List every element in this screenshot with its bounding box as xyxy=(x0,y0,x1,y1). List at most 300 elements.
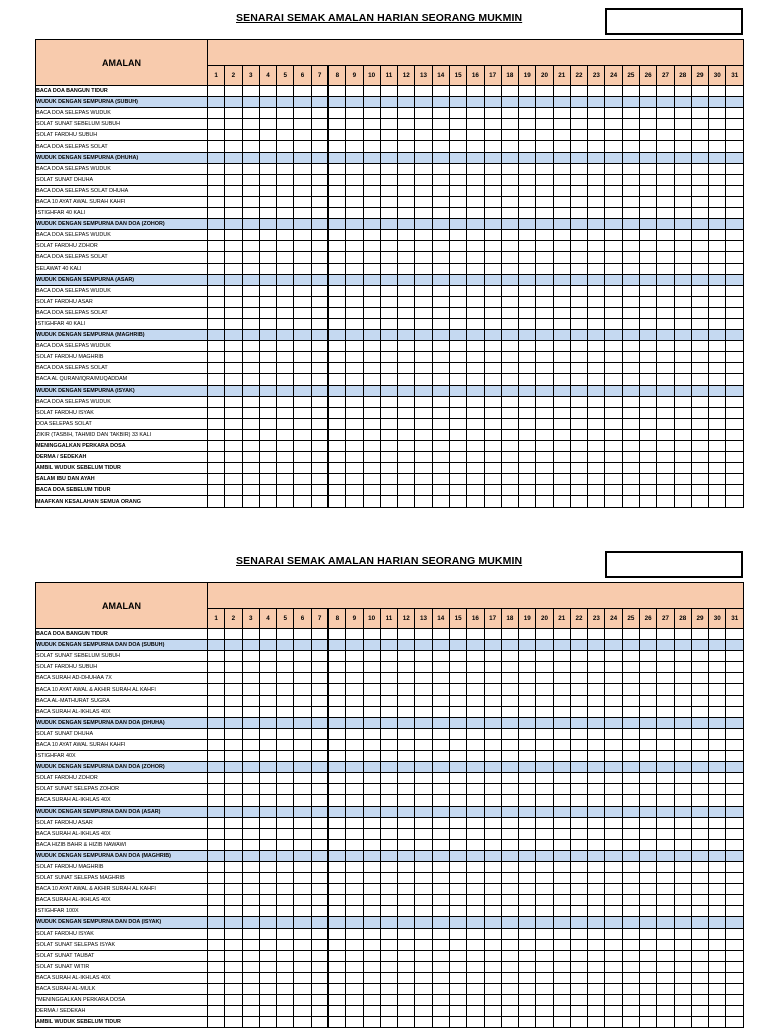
check-cell[interactable] xyxy=(605,884,622,895)
check-cell[interactable] xyxy=(346,895,363,906)
check-cell[interactable] xyxy=(484,307,501,318)
check-cell[interactable] xyxy=(259,141,276,152)
check-cell[interactable] xyxy=(398,108,415,119)
check-cell[interactable] xyxy=(674,861,691,872)
check-cell[interactable] xyxy=(588,274,605,285)
check-cell[interactable] xyxy=(346,917,363,928)
check-cell[interactable] xyxy=(294,452,311,463)
check-cell[interactable] xyxy=(415,285,432,296)
check-cell[interactable] xyxy=(674,684,691,695)
check-cell[interactable] xyxy=(208,961,225,972)
check-cell[interactable] xyxy=(398,673,415,684)
check-cell[interactable] xyxy=(346,817,363,828)
check-cell[interactable] xyxy=(467,995,484,1006)
check-cell[interactable] xyxy=(570,884,587,895)
check-cell[interactable] xyxy=(605,895,622,906)
check-cell[interactable] xyxy=(553,307,570,318)
check-cell[interactable] xyxy=(363,728,380,739)
check-cell[interactable] xyxy=(691,174,708,185)
check-cell[interactable] xyxy=(415,928,432,939)
check-cell[interactable] xyxy=(674,839,691,850)
check-cell[interactable] xyxy=(363,174,380,185)
check-cell[interactable] xyxy=(605,341,622,352)
check-cell[interactable] xyxy=(380,629,397,640)
check-cell[interactable] xyxy=(657,984,674,995)
check-cell[interactable] xyxy=(467,274,484,285)
check-cell[interactable] xyxy=(640,850,657,861)
check-cell[interactable] xyxy=(208,673,225,684)
check-cell[interactable] xyxy=(294,130,311,141)
check-cell[interactable] xyxy=(467,230,484,241)
check-cell[interactable] xyxy=(277,995,294,1006)
check-cell[interactable] xyxy=(225,463,242,474)
check-cell[interactable] xyxy=(674,363,691,374)
check-cell[interactable] xyxy=(484,850,501,861)
check-cell[interactable] xyxy=(328,662,345,673)
check-cell[interactable] xyxy=(570,906,587,917)
check-cell[interactable] xyxy=(380,330,397,341)
check-cell[interactable] xyxy=(449,119,466,130)
check-cell[interactable] xyxy=(449,972,466,983)
check-cell[interactable] xyxy=(432,839,449,850)
check-cell[interactable] xyxy=(311,385,328,396)
check-cell[interactable] xyxy=(519,773,536,784)
check-cell[interactable] xyxy=(588,850,605,861)
check-cell[interactable] xyxy=(363,662,380,673)
check-cell[interactable] xyxy=(259,1017,276,1028)
check-cell[interactable] xyxy=(588,474,605,485)
check-cell[interactable] xyxy=(449,984,466,995)
check-cell[interactable] xyxy=(311,662,328,673)
check-cell[interactable] xyxy=(709,196,726,207)
check-cell[interactable] xyxy=(691,330,708,341)
check-cell[interactable] xyxy=(415,352,432,363)
check-cell[interactable] xyxy=(553,385,570,396)
check-cell[interactable] xyxy=(277,307,294,318)
check-cell[interactable] xyxy=(363,873,380,884)
check-cell[interactable] xyxy=(726,496,744,507)
check-cell[interactable] xyxy=(553,396,570,407)
check-cell[interactable] xyxy=(726,695,744,706)
check-cell[interactable] xyxy=(709,972,726,983)
check-cell[interactable] xyxy=(467,196,484,207)
check-cell[interactable] xyxy=(432,850,449,861)
check-cell[interactable] xyxy=(657,130,674,141)
check-cell[interactable] xyxy=(328,141,345,152)
check-cell[interactable] xyxy=(519,806,536,817)
check-cell[interactable] xyxy=(208,662,225,673)
check-cell[interactable] xyxy=(363,341,380,352)
check-cell[interactable] xyxy=(259,196,276,207)
check-cell[interactable] xyxy=(484,474,501,485)
check-cell[interactable] xyxy=(484,1017,501,1028)
check-cell[interactable] xyxy=(346,263,363,274)
check-cell[interactable] xyxy=(657,285,674,296)
check-cell[interactable] xyxy=(726,662,744,673)
check-cell[interactable] xyxy=(726,163,744,174)
check-cell[interactable] xyxy=(570,1006,587,1017)
check-cell[interactable] xyxy=(242,706,259,717)
check-cell[interactable] xyxy=(363,163,380,174)
check-cell[interactable] xyxy=(363,108,380,119)
check-cell[interactable] xyxy=(242,728,259,739)
check-cell[interactable] xyxy=(674,274,691,285)
check-cell[interactable] xyxy=(225,219,242,230)
check-cell[interactable] xyxy=(259,463,276,474)
check-cell[interactable] xyxy=(449,219,466,230)
check-cell[interactable] xyxy=(311,241,328,252)
check-cell[interactable] xyxy=(311,230,328,241)
check-cell[interactable] xyxy=(640,418,657,429)
check-cell[interactable] xyxy=(674,108,691,119)
check-cell[interactable] xyxy=(415,817,432,828)
check-cell[interactable] xyxy=(432,751,449,762)
check-cell[interactable] xyxy=(501,950,518,961)
check-cell[interactable] xyxy=(415,152,432,163)
check-cell[interactable] xyxy=(536,185,553,196)
check-cell[interactable] xyxy=(553,141,570,152)
check-cell[interactable] xyxy=(380,873,397,884)
check-cell[interactable] xyxy=(225,385,242,396)
check-cell[interactable] xyxy=(622,850,639,861)
check-cell[interactable] xyxy=(605,695,622,706)
check-cell[interactable] xyxy=(259,285,276,296)
check-cell[interactable] xyxy=(346,352,363,363)
check-cell[interactable] xyxy=(225,961,242,972)
check-cell[interactable] xyxy=(640,196,657,207)
check-cell[interactable] xyxy=(709,396,726,407)
check-cell[interactable] xyxy=(467,784,484,795)
check-cell[interactable] xyxy=(570,640,587,651)
check-cell[interactable] xyxy=(726,950,744,961)
check-cell[interactable] xyxy=(311,895,328,906)
check-cell[interactable] xyxy=(208,152,225,163)
check-cell[interactable] xyxy=(640,108,657,119)
check-cell[interactable] xyxy=(605,318,622,329)
check-cell[interactable] xyxy=(691,828,708,839)
check-cell[interactable] xyxy=(242,895,259,906)
check-cell[interactable] xyxy=(553,219,570,230)
check-cell[interactable] xyxy=(622,119,639,130)
check-cell[interactable] xyxy=(449,174,466,185)
check-cell[interactable] xyxy=(484,895,501,906)
check-cell[interactable] xyxy=(432,984,449,995)
check-cell[interactable] xyxy=(536,895,553,906)
check-cell[interactable] xyxy=(536,950,553,961)
check-cell[interactable] xyxy=(519,307,536,318)
check-cell[interactable] xyxy=(363,474,380,485)
check-cell[interactable] xyxy=(208,995,225,1006)
check-cell[interactable] xyxy=(398,895,415,906)
check-cell[interactable] xyxy=(640,330,657,341)
check-cell[interactable] xyxy=(415,474,432,485)
check-cell[interactable] xyxy=(519,341,536,352)
check-cell[interactable] xyxy=(277,141,294,152)
check-cell[interactable] xyxy=(208,795,225,806)
check-cell[interactable] xyxy=(259,130,276,141)
check-cell[interactable] xyxy=(294,418,311,429)
check-cell[interactable] xyxy=(501,995,518,1006)
check-cell[interactable] xyxy=(363,884,380,895)
check-cell[interactable] xyxy=(605,185,622,196)
check-cell[interactable] xyxy=(484,330,501,341)
check-cell[interactable] xyxy=(398,817,415,828)
check-cell[interactable] xyxy=(519,850,536,861)
check-cell[interactable] xyxy=(640,152,657,163)
check-cell[interactable] xyxy=(467,485,484,496)
check-cell[interactable] xyxy=(415,196,432,207)
check-cell[interactable] xyxy=(208,463,225,474)
check-cell[interactable] xyxy=(277,396,294,407)
check-cell[interactable] xyxy=(328,950,345,961)
check-cell[interactable] xyxy=(726,839,744,850)
check-cell[interactable] xyxy=(277,895,294,906)
check-cell[interactable] xyxy=(622,861,639,872)
check-cell[interactable] xyxy=(208,341,225,352)
check-cell[interactable] xyxy=(398,629,415,640)
check-cell[interactable] xyxy=(657,895,674,906)
check-cell[interactable] xyxy=(208,307,225,318)
check-cell[interactable] xyxy=(208,119,225,130)
check-cell[interactable] xyxy=(259,972,276,983)
check-cell[interactable] xyxy=(726,917,744,928)
check-cell[interactable] xyxy=(294,119,311,130)
check-cell[interactable] xyxy=(311,1006,328,1017)
check-cell[interactable] xyxy=(415,773,432,784)
check-cell[interactable] xyxy=(294,728,311,739)
check-cell[interactable] xyxy=(674,496,691,507)
check-cell[interactable] xyxy=(277,884,294,895)
check-cell[interactable] xyxy=(588,374,605,385)
check-cell[interactable] xyxy=(501,163,518,174)
check-cell[interactable] xyxy=(605,141,622,152)
check-cell[interactable] xyxy=(622,961,639,972)
check-cell[interactable] xyxy=(484,884,501,895)
check-cell[interactable] xyxy=(674,352,691,363)
check-cell[interactable] xyxy=(467,861,484,872)
check-cell[interactable] xyxy=(501,296,518,307)
check-cell[interactable] xyxy=(536,285,553,296)
check-cell[interactable] xyxy=(519,318,536,329)
check-cell[interactable] xyxy=(640,629,657,640)
check-cell[interactable] xyxy=(467,152,484,163)
check-cell[interactable] xyxy=(380,341,397,352)
check-cell[interactable] xyxy=(622,341,639,352)
check-cell[interactable] xyxy=(242,939,259,950)
check-cell[interactable] xyxy=(449,463,466,474)
check-cell[interactable] xyxy=(225,141,242,152)
check-cell[interactable] xyxy=(657,274,674,285)
check-cell[interactable] xyxy=(242,651,259,662)
check-cell[interactable] xyxy=(449,307,466,318)
check-cell[interactable] xyxy=(432,274,449,285)
check-cell[interactable] xyxy=(709,163,726,174)
check-cell[interactable] xyxy=(484,684,501,695)
check-cell[interactable] xyxy=(726,463,744,474)
check-cell[interactable] xyxy=(709,995,726,1006)
check-cell[interactable] xyxy=(501,108,518,119)
check-cell[interactable] xyxy=(432,429,449,440)
check-cell[interactable] xyxy=(519,1017,536,1028)
check-cell[interactable] xyxy=(346,806,363,817)
check-cell[interactable] xyxy=(432,152,449,163)
check-cell[interactable] xyxy=(208,263,225,274)
check-cell[interactable] xyxy=(225,241,242,252)
check-cell[interactable] xyxy=(726,762,744,773)
check-cell[interactable] xyxy=(657,363,674,374)
check-cell[interactable] xyxy=(691,839,708,850)
check-cell[interactable] xyxy=(449,950,466,961)
check-cell[interactable] xyxy=(726,185,744,196)
check-cell[interactable] xyxy=(363,906,380,917)
check-cell[interactable] xyxy=(225,972,242,983)
check-cell[interactable] xyxy=(622,252,639,263)
check-cell[interactable] xyxy=(640,795,657,806)
check-cell[interactable] xyxy=(225,252,242,263)
check-cell[interactable] xyxy=(259,474,276,485)
check-cell[interactable] xyxy=(208,817,225,828)
check-cell[interactable] xyxy=(259,684,276,695)
check-cell[interactable] xyxy=(640,806,657,817)
check-cell[interactable] xyxy=(640,728,657,739)
check-cell[interactable] xyxy=(363,850,380,861)
check-cell[interactable] xyxy=(294,174,311,185)
check-cell[interactable] xyxy=(605,352,622,363)
check-cell[interactable] xyxy=(519,296,536,307)
check-cell[interactable] xyxy=(691,995,708,1006)
check-cell[interactable] xyxy=(657,972,674,983)
check-cell[interactable] xyxy=(311,452,328,463)
check-cell[interactable] xyxy=(380,463,397,474)
check-cell[interactable] xyxy=(380,839,397,850)
check-cell[interactable] xyxy=(622,673,639,684)
check-cell[interactable] xyxy=(622,739,639,750)
check-cell[interactable] xyxy=(363,751,380,762)
check-cell[interactable] xyxy=(449,928,466,939)
check-cell[interactable] xyxy=(691,717,708,728)
check-cell[interactable] xyxy=(398,363,415,374)
check-cell[interactable] xyxy=(311,97,328,108)
check-cell[interactable] xyxy=(588,728,605,739)
check-cell[interactable] xyxy=(622,97,639,108)
check-cell[interactable] xyxy=(674,485,691,496)
check-cell[interactable] xyxy=(328,629,345,640)
check-cell[interactable] xyxy=(605,1017,622,1028)
check-cell[interactable] xyxy=(622,917,639,928)
check-cell[interactable] xyxy=(570,651,587,662)
check-cell[interactable] xyxy=(726,629,744,640)
check-cell[interactable] xyxy=(363,230,380,241)
check-cell[interactable] xyxy=(605,485,622,496)
check-cell[interactable] xyxy=(553,895,570,906)
check-cell[interactable] xyxy=(519,861,536,872)
check-cell[interactable] xyxy=(467,795,484,806)
check-cell[interactable] xyxy=(346,108,363,119)
check-cell[interactable] xyxy=(259,163,276,174)
check-cell[interactable] xyxy=(380,252,397,263)
check-cell[interactable] xyxy=(449,651,466,662)
check-cell[interactable] xyxy=(622,285,639,296)
check-cell[interactable] xyxy=(709,895,726,906)
check-cell[interactable] xyxy=(709,352,726,363)
check-cell[interactable] xyxy=(363,673,380,684)
check-cell[interactable] xyxy=(259,108,276,119)
check-cell[interactable] xyxy=(726,906,744,917)
check-cell[interactable] xyxy=(467,418,484,429)
check-cell[interactable] xyxy=(242,86,259,97)
check-cell[interactable] xyxy=(709,640,726,651)
check-cell[interactable] xyxy=(432,662,449,673)
check-cell[interactable] xyxy=(467,1006,484,1017)
check-cell[interactable] xyxy=(657,961,674,972)
check-cell[interactable] xyxy=(674,374,691,385)
check-cell[interactable] xyxy=(398,984,415,995)
check-cell[interactable] xyxy=(225,441,242,452)
check-cell[interactable] xyxy=(570,274,587,285)
check-cell[interactable] xyxy=(622,817,639,828)
check-cell[interactable] xyxy=(605,396,622,407)
check-cell[interactable] xyxy=(277,850,294,861)
check-cell[interactable] xyxy=(277,806,294,817)
name-box[interactable] xyxy=(605,8,743,35)
check-cell[interactable] xyxy=(328,307,345,318)
check-cell[interactable] xyxy=(674,252,691,263)
check-cell[interactable] xyxy=(691,884,708,895)
check-cell[interactable] xyxy=(467,728,484,739)
check-cell[interactable] xyxy=(553,97,570,108)
check-cell[interactable] xyxy=(691,429,708,440)
check-cell[interactable] xyxy=(640,972,657,983)
check-cell[interactable] xyxy=(242,396,259,407)
check-cell[interactable] xyxy=(311,839,328,850)
check-cell[interactable] xyxy=(346,972,363,983)
check-cell[interactable] xyxy=(605,108,622,119)
check-cell[interactable] xyxy=(709,463,726,474)
check-cell[interactable] xyxy=(605,984,622,995)
check-cell[interactable] xyxy=(588,407,605,418)
check-cell[interactable] xyxy=(588,939,605,950)
check-cell[interactable] xyxy=(432,950,449,961)
check-cell[interactable] xyxy=(605,163,622,174)
check-cell[interactable] xyxy=(467,363,484,374)
check-cell[interactable] xyxy=(622,1006,639,1017)
check-cell[interactable] xyxy=(726,895,744,906)
check-cell[interactable] xyxy=(467,441,484,452)
check-cell[interactable] xyxy=(484,917,501,928)
check-cell[interactable] xyxy=(605,385,622,396)
check-cell[interactable] xyxy=(553,784,570,795)
check-cell[interactable] xyxy=(501,695,518,706)
check-cell[interactable] xyxy=(294,950,311,961)
check-cell[interactable] xyxy=(553,773,570,784)
check-cell[interactable] xyxy=(484,485,501,496)
check-cell[interactable] xyxy=(570,496,587,507)
check-cell[interactable] xyxy=(640,1006,657,1017)
check-cell[interactable] xyxy=(398,717,415,728)
check-cell[interactable] xyxy=(225,640,242,651)
check-cell[interactable] xyxy=(709,739,726,750)
check-cell[interactable] xyxy=(398,861,415,872)
check-cell[interactable] xyxy=(691,1006,708,1017)
check-cell[interactable] xyxy=(691,961,708,972)
check-cell[interactable] xyxy=(484,828,501,839)
check-cell[interactable] xyxy=(588,928,605,939)
check-cell[interactable] xyxy=(709,917,726,928)
check-cell[interactable] xyxy=(536,817,553,828)
check-cell[interactable] xyxy=(709,230,726,241)
check-cell[interactable] xyxy=(640,174,657,185)
check-cell[interactable] xyxy=(640,839,657,850)
